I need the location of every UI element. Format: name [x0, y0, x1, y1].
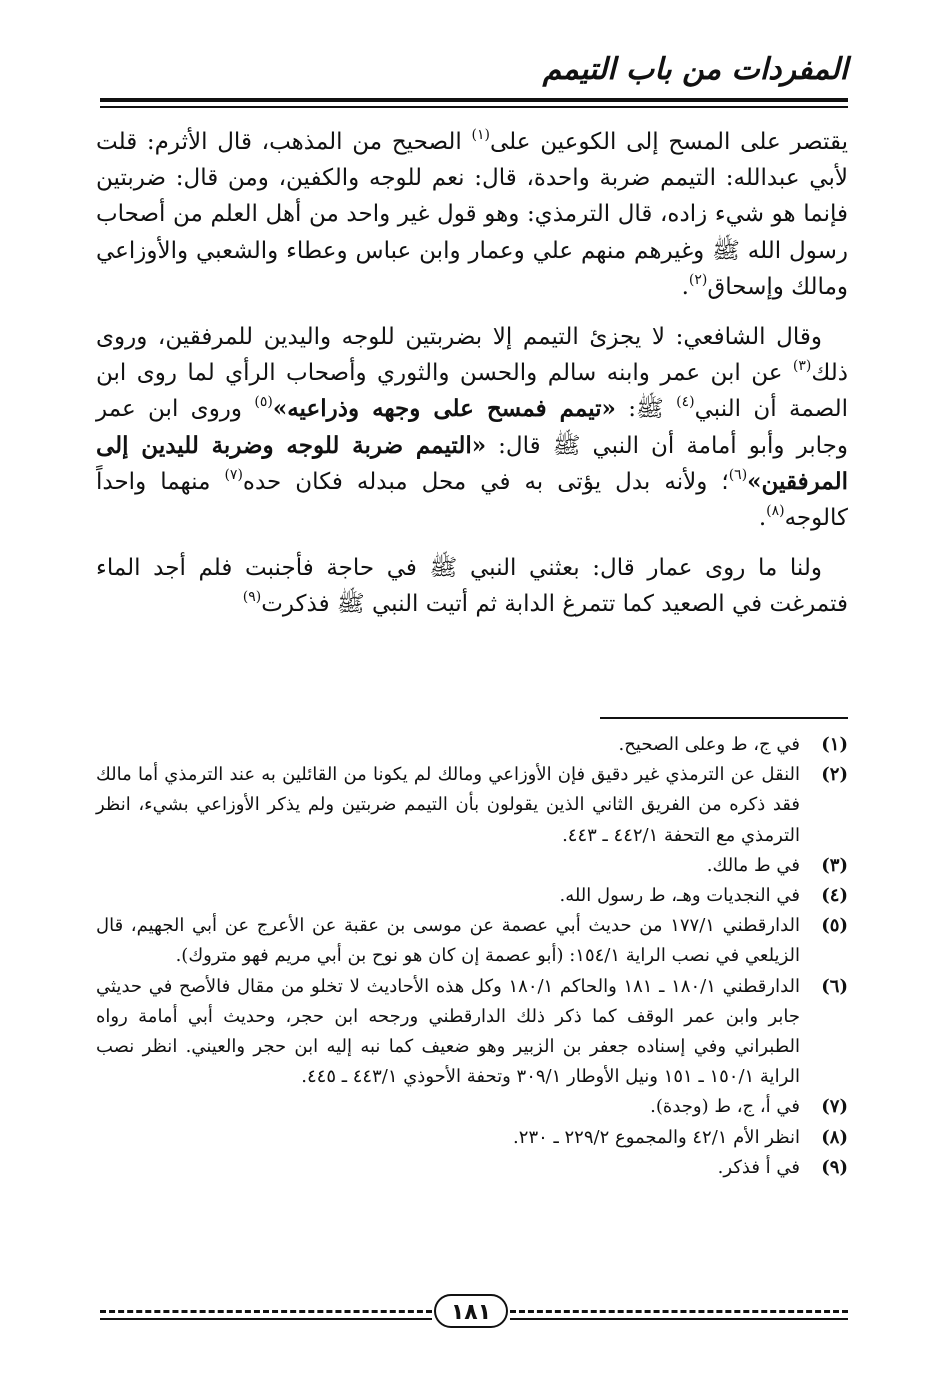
header-rule-thin — [100, 106, 848, 108]
footnote-text: في ج، ط وعلى الصحيح. — [618, 734, 800, 755]
footnote-separator — [600, 717, 848, 719]
main-text — [96, 124, 848, 637]
footnote-ref: (٦) — [728, 466, 748, 483]
footnote-item — [96, 1123, 848, 1153]
paragraph-3 — [96, 550, 848, 622]
page-number: ١٨١ — [434, 1294, 508, 1328]
footnote-text: انظر الأم ٤٢/١ والمجموع ٢٢٩/٢ ـ ٢٣٠. — [513, 1126, 800, 1148]
footnote-item — [96, 881, 848, 911]
footnote-text: الدارقطني ١٧٧/١ من حديث أبي عصمة عن موسى بن عقبة عن الأعرج عن أبي الجهيم، قال الزيلعي في نصب الراية ١٥٤/١: (أبو عصمة إن كان هو نوح بن أبي مريم فهو متروك). — [96, 915, 800, 967]
footnote-text: في ط مالك. — [706, 854, 800, 876]
paragraph-2 — [96, 319, 848, 536]
text-span: . — [758, 505, 767, 532]
footnote-item — [96, 911, 848, 971]
footnote-number: (٣) — [821, 854, 848, 876]
text-span: منهما واحداً كالوجه — [96, 468, 848, 532]
footnote-number: (٩) — [821, 1156, 848, 1178]
footnote-ref: (٣) — [792, 358, 812, 375]
footnote-ref: (٩) — [242, 589, 262, 606]
footnote-item — [96, 730, 848, 760]
hadith-quote: «تيمم فمسح على وجهه وذراعيه» — [272, 395, 616, 423]
header-rule — [100, 98, 848, 102]
footnote-number: (٦) — [821, 975, 848, 997]
footnote-number: (٧) — [821, 1096, 848, 1118]
text-span: الصحيح من المذهب، قال الأثرم: قلت لأبي عبدالله: التيمم ضربة واحدة، قال: نعم للوجه والكفين، ومن قال: ضربتين فإنما هو شيء زاده، قال الترمذي: وهو قول غير واحد من أهل العلم من أصحاب رسول الله ﷺ وغيرهم منهم علي وعمار وابن عباس وعطاء والشعبي والأوزاعي ومالك وإسحاق — [96, 129, 848, 300]
text-span: عن ابن عمر وابنه سالم والحسن والثوري وأصحاب الرأي لما روى ابن الصمة أن النبي — [96, 360, 849, 423]
footnote-text: في أ، ج، ط (وجدة). — [650, 1096, 800, 1118]
footer-dashed-rule-right — [510, 1310, 848, 1313]
footnote-item — [96, 1153, 848, 1183]
footnote-number: (٨) — [821, 1126, 848, 1148]
footnote-text: في أ فذكر. — [717, 1156, 800, 1178]
footnote-ref: (٧) — [224, 466, 243, 483]
footnote-number: (٥) — [821, 915, 848, 937]
footnote-text: في النجديات وهـ، ط رسول الله. — [559, 885, 800, 907]
footnote-item — [96, 851, 848, 881]
footnote-item — [96, 972, 848, 1093]
footnote-number: (١) — [821, 734, 848, 755]
paragraph-1 — [96, 124, 848, 305]
footer-rule-right — [510, 1318, 848, 1320]
footnote-ref: (١) — [471, 127, 490, 143]
text-span: ولنا ما روى عمار قال: بعثني النبي ﷺ في حاجة فأجنبت فلم أجد الماء فتمرغت في الصعيد كما تتمرغ الدابة ثم أتيت النبي ﷺ فذكرت — [96, 555, 848, 618]
footnote-item — [96, 1092, 848, 1122]
text-span: يقتصر على المسح إلى الكوعين على — [490, 129, 849, 155]
text-span: ؛ ولأنه بدل يؤتى به في محل مبدله فكان حده — [242, 468, 729, 495]
footnote-ref: (٢) — [688, 271, 708, 288]
text-span: وروى ابن عمر وجابر وأبو أمامة أن النبي ﷺ قال: — [96, 396, 848, 459]
footnote-text: النقل عن الترمذي غير دقيق فإن الأوزاعي ومالك لم يكونا من القائلين به عند الترمذي أما مالك فقد ذكره من الفريق الثاني الذين يقولون بأن التيمم ضربتين ولم يذكر الأوزاعي بشيء، انظر الترمذي مع التحفة ٤٤٢/١ ـ ٤٤٣. — [96, 764, 800, 846]
footnote-number: (٢) — [821, 764, 848, 786]
footnote-number: (٤) — [821, 885, 848, 907]
running-header: المفردات من باب التيمم — [542, 52, 848, 87]
footnote-ref: (٤) — [676, 394, 695, 411]
footnote-ref: (٥) — [254, 394, 273, 411]
footnote-text: الدارقطني ١٨٠/١ ـ ١٨١ والحاكم ١٨٠/١ وكل هذه الأحاديث لا تخلو من مقال فالأصح في حديثي جابر وابن عمر الوقف كما ذكر ذلك الدارقطني ورجحه ابن حجر، وحديث أبي أمامة رواه الطبراني وفي إسناده جعفر بن الزبير وهو ضعيف كما نبه إليه ابن حجر والعيني. انظر نصب الراية ١٥٠/١ ـ ١٥١ ونيل الأوطار ٣٠٩/١ وتحفة الأحوذي ٤٤٣/١ ـ ٤٤٥. — [96, 975, 801, 1088]
footnotes — [96, 730, 848, 1183]
text-span: ﷺ: — [615, 396, 677, 423]
text-span: وقال الشافعي: لا يجزئ التيمم إلا بضربتين للوجه واليدين للمرفقين، وروى ذلك — [96, 324, 848, 387]
footnote-item — [96, 760, 848, 851]
hadith-quote: «التيمم ضربة للوجه وضربة لليدين إلى المرفقين» — [96, 431, 848, 495]
footnote-ref: (٨) — [766, 503, 785, 520]
footer-dashed-rule-left — [100, 1310, 432, 1313]
footer-rule-left — [100, 1318, 432, 1320]
text-span: . — [681, 273, 689, 300]
